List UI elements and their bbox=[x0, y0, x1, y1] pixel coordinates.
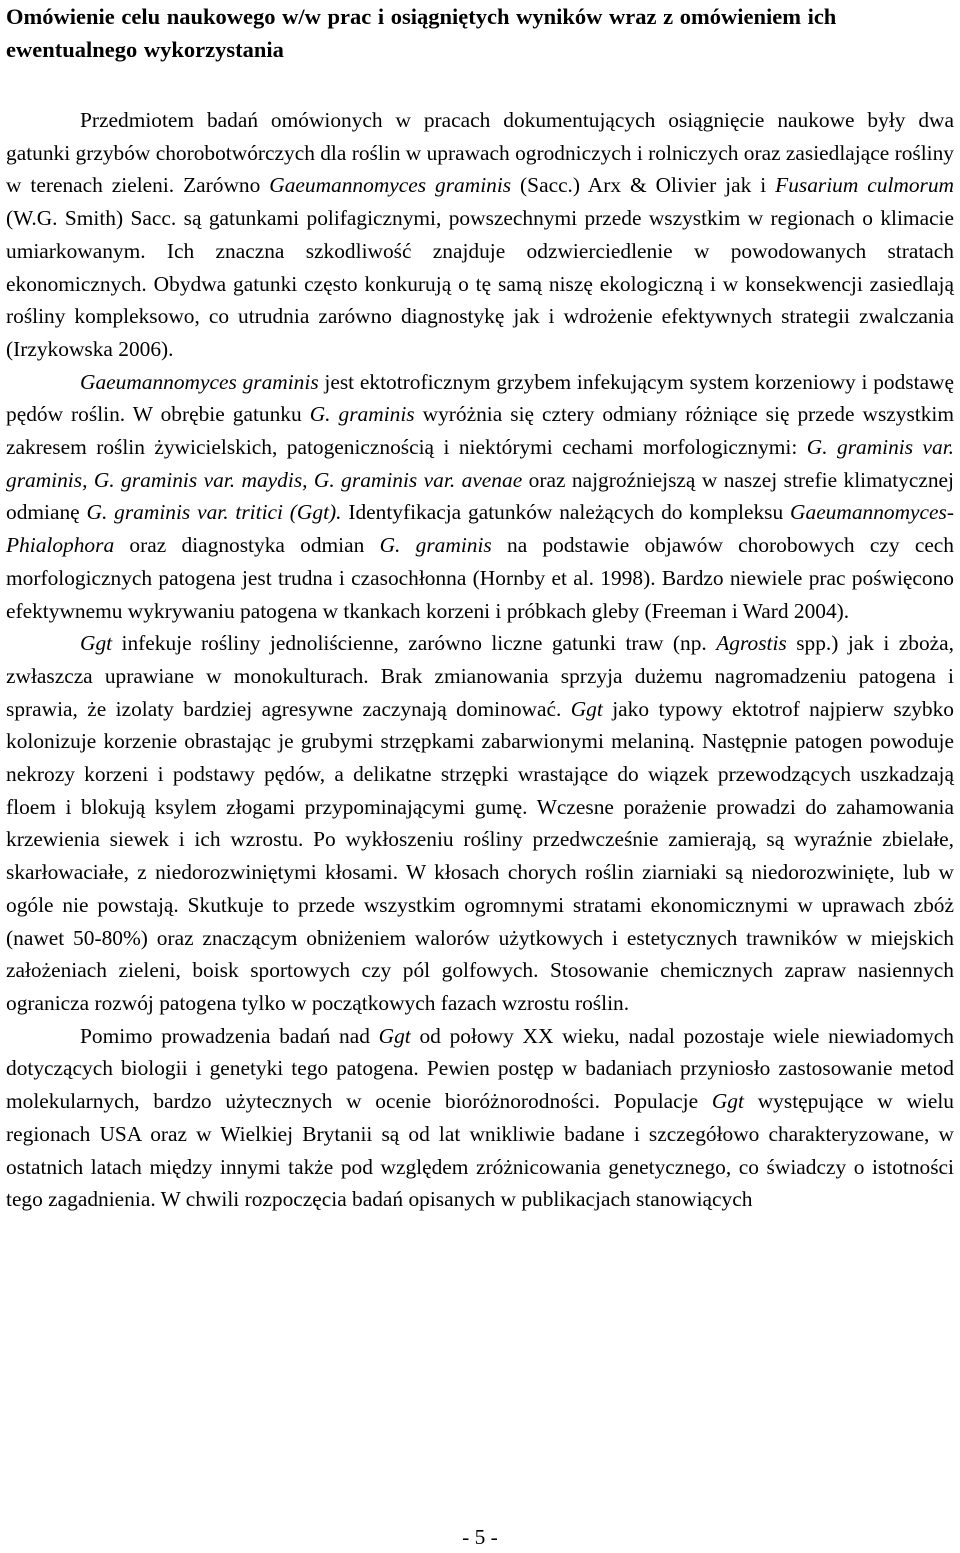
text-run: wyróżnia się cztery odmiany różniące się przede wszystkim zakresem roślin żywicielskich, patogenicznością i niektórymi cechami morfologicznymi: bbox=[6, 402, 955, 460]
italic-text-run: Fusarium culmorum bbox=[775, 173, 955, 198]
italic-text-run: Gaeumannomyces graminis bbox=[80, 369, 319, 394]
italic-text-run: Ggt bbox=[711, 1089, 744, 1114]
text-run: występujące w wielu regionach USA oraz w Wielkiej Brytanii są od lat wnikliwie badane i szczegółowo charakteryzowane, w ostatnich latach między innymi także pod względem zróżnicowania genetycznego, co świadczy o istotności tego zagadnienia. W chwili rozpoczęcia badań opisanych w publikacjach stanowiących bbox=[6, 1089, 954, 1212]
section-heading: Omówienie celu naukowego w/w prac i osiągniętych wyników wraz z omówieniem ich ewentualnego wykorzystania bbox=[6, 4, 837, 62]
text-run: (Sacc.) Arx & Olivier jak i bbox=[511, 173, 776, 198]
italic-text-run: Ggt bbox=[80, 631, 113, 656]
italic-text-run: Agrostis bbox=[716, 631, 787, 656]
italic-text-run: G. graminis bbox=[379, 533, 492, 558]
paragraph bbox=[6, 104, 954, 366]
text-run: jako typowy ektotrof najpierw szybko kolonizuje korzenie obrastając je grubymi strzępkami zabarwionymi melaniną. Następnie patogen powoduje nekrozy korzeni i podstawy pędów, a delikatne strzępki wrastające do wiązek przewodzących uszkadzają floem i blokują ksylem złogami przypominającymi gumę. Wczesne porażenie prowadzi do zahamowania krzewienia siewek i ich wzrostu. Po wykłoszeniu rośliny przedwcześnie zamierają, są wyraźnie zbielałe, skarłowaciałe, z niedorozwiniętymi kłosami. W kłosach chorych roślin ziarniaki są niedorozwinięte, lub w ogóle nie powstają. Skutkuje to przede wszystkim ogromnymi stratami ekonomicznymi w uprawach zbóż (nawet 50-80%) oraz znaczącym obniżeniem walorów użytkowych i estetycznych trawników w miejskich założeniach zieleni, boisk sportowych czy pól golfowych. Stosowanie chemicznych zapraw nasiennych ogranicza rozwój patogena tylko w początkowych fazach wzrostu roślin. bbox=[6, 696, 954, 1015]
text-run: Pomimo prowadzenia badań nad bbox=[80, 1023, 379, 1048]
text-run: oraz diagnostyka odmian bbox=[114, 533, 380, 558]
text-run: jest ektotroficznym grzybem infekującym system korzeniowy i podstawę pędów roślin. W obrębie gatunku bbox=[6, 369, 954, 427]
paragraph bbox=[6, 627, 954, 1019]
italic-text-run: Ggt bbox=[378, 1023, 411, 1048]
italic-text-run: Gaeumannomyces-Phialophora bbox=[6, 500, 954, 558]
page-number: - 5 - bbox=[462, 1525, 498, 1549]
text-run: (W.G. Smith) Sacc. są gatunkami polifagicznymi, powszechnymi przede wszystkim w regionach o klimacie umiarkowanym. Ich znaczna szkodliwość znajduje odzwierciedlenie w powodowanych stratach ekonomicznych. Obydwa gatunki często konkurują o tę samą niszę ekologiczną i w konsekwencji zasiedlają rośliny kompleksowo, co utrudnia zarówno diagnostykę jak i wdrożenie efektywnych strategii zwalczania (Irzykowska 2006). bbox=[6, 206, 954, 361]
document-page bbox=[6, 0, 954, 1216]
paragraph bbox=[6, 366, 954, 628]
italic-text-run: G. graminis var. tritici (Ggt). bbox=[86, 500, 342, 525]
text-run: od połowy XX wieku, nadal pozostaje wiele niewiadomych dotyczących biologii i genetyki tego patogena. Pewien postęp w badaniach przyniosło zastosowanie metod molekularnych, bardzo użytecznych w ocenie bioróżnorodności. Populacje bbox=[6, 1023, 954, 1114]
body-text bbox=[6, 104, 954, 1216]
italic-text-run: Gaeumannomyces graminis bbox=[269, 173, 512, 198]
italic-text-run: Ggt bbox=[570, 696, 603, 721]
text-run: spp.) jak i zboża, zwłaszcza uprawiane w monokulturach. Brak zmianowania sprzyja dużemu nagromadzeniu patogena i sprawia, że izolaty bardziej agresywne zaczynają dominować. bbox=[6, 631, 954, 721]
italic-text-run: G. graminis var. graminis, G. graminis var. maydis, G. graminis var. avenae bbox=[6, 435, 954, 492]
paragraph bbox=[6, 1020, 954, 1216]
text-run: Identyfikacja gatunków należących do kompleksu bbox=[341, 500, 791, 525]
text-run: Przedmiotem badań omówionych w pracach dokumentujących osiągnięcie naukowe były dwa gatunki grzybów chorobotwórczych dla roślin w uprawach ogrodniczych i rolniczych oraz zasiedlające rośliny w terenach zieleni. Zarówno bbox=[6, 108, 954, 198]
text-run: oraz najgroźniejszą w naszej strefie klimatycznej odmianę bbox=[6, 467, 954, 525]
italic-text-run: G. graminis bbox=[309, 402, 415, 427]
text-run: na podstawie objawów chorobowych czy cech morfologicznych patogena jest trudna i czasochłonna (Hornby et al. 1998). Bardzo niewiele prac poświęcono efektywnemu wykrywaniu patogena w tkankach korzeni i próbkach gleby (Freeman i Ward 2004). bbox=[6, 533, 954, 623]
text-run: infekuje rośliny jednoliścienne, zarówno liczne gatunki traw (np. bbox=[112, 631, 717, 656]
